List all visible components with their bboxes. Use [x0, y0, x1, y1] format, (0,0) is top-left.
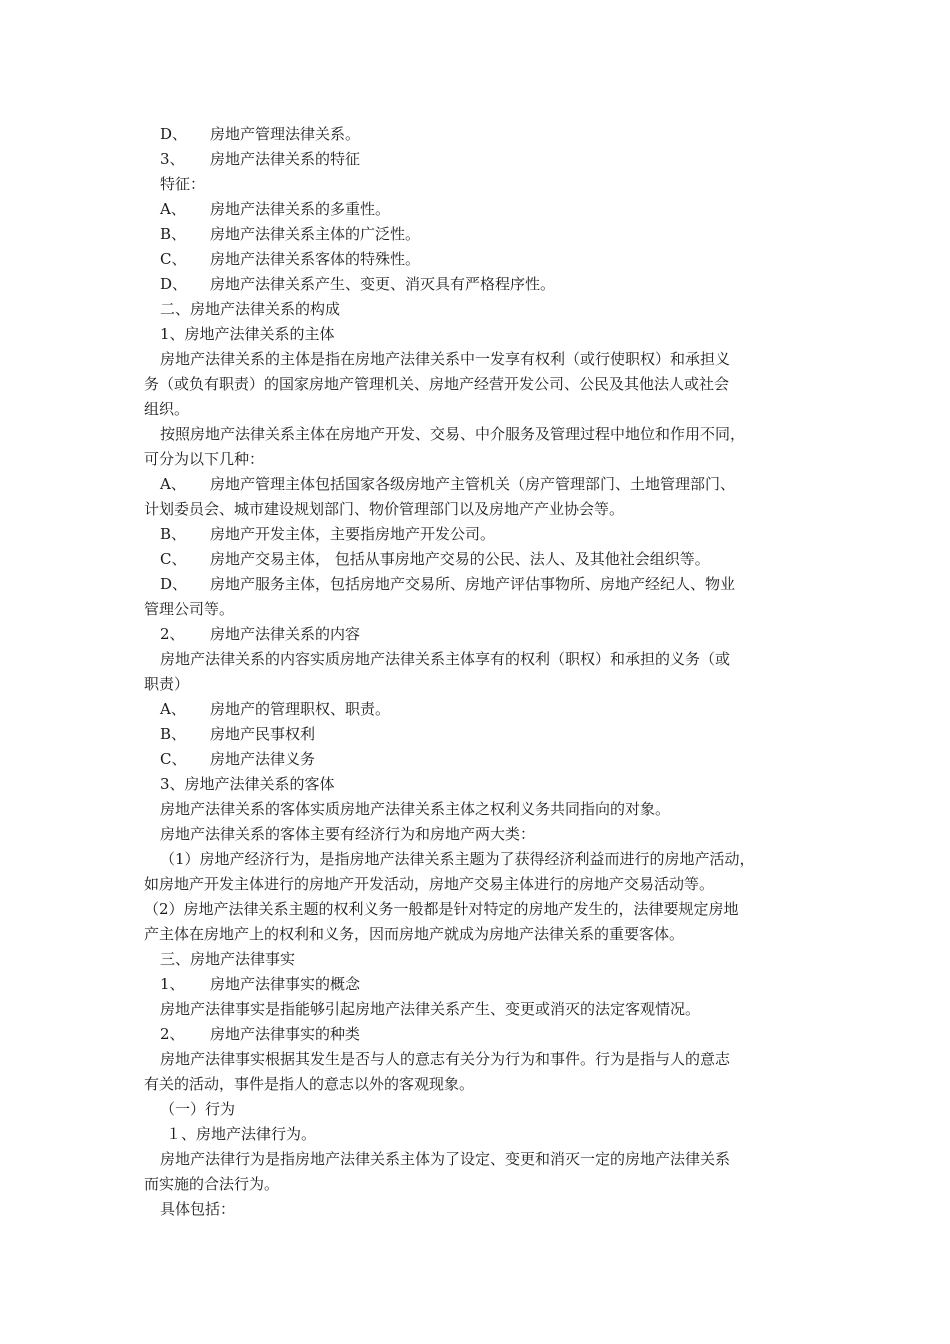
line-text: 房地产交易主体， 包括从事房地产交易的公民、法人、及其他社会组织等。 [210, 550, 710, 568]
text-line [144, 697, 814, 722]
text-line [144, 422, 814, 447]
line-text: 房地产服务主体，包括房地产交易所、房地产评估事物所、房地产经纪人、物业 [210, 575, 736, 593]
list-marker: D、 [160, 275, 188, 293]
list-marker: B、 [160, 225, 187, 243]
list-marker: 3、 [160, 150, 185, 168]
text-line [144, 247, 814, 272]
subsection-heading [144, 1022, 814, 1047]
subsection-heading [144, 622, 814, 647]
line-text: 务（或负有职责）的国家房地产管理机关、房地产经营开发公司、公民及其他法人或社会 [144, 375, 730, 393]
list-marker: 1、 [160, 975, 185, 993]
list-marker: C、 [160, 750, 187, 768]
section-heading [144, 297, 814, 322]
line-text: 而实施的合法行为。 [144, 1175, 280, 1193]
line-text: 房地产法律关系产生、变更、消灭具有严格程序性。 [210, 275, 556, 293]
line-text: 房地产法律事实的概念 [210, 975, 361, 993]
text-line [144, 147, 814, 172]
line-text: 具体包括： [160, 1200, 236, 1218]
text-line [144, 1047, 814, 1072]
line-text: 房地产民事权利 [210, 725, 316, 743]
line-text: （2）房地产法律关系主题的权利义务一般都是针对特定的房地产发生的，法律要规定房地 [144, 900, 739, 918]
line-text: 房地产法律义务 [210, 750, 316, 768]
line-text: 有关的活动，事件是指人的意志以外的客观现象。 [144, 1075, 475, 1093]
subsection-heading [144, 972, 814, 997]
list-marker: A、 [160, 200, 186, 218]
line-text: 房地产的管理职权、职责。 [210, 700, 391, 718]
text-line [144, 272, 814, 297]
text-line [144, 122, 814, 147]
list-marker: D、 [160, 125, 188, 143]
list-marker: A、 [160, 700, 186, 718]
subsection-heading [144, 1122, 814, 1147]
text-line [144, 797, 814, 822]
list-marker: B、 [160, 525, 187, 543]
subsection-heading [144, 1097, 814, 1122]
section-heading [144, 947, 814, 972]
text-line [144, 447, 814, 472]
line-text: １、房地产法律行为。 [166, 1125, 317, 1143]
line-text: 职责） [144, 675, 190, 693]
text-line [144, 397, 814, 422]
text-line [144, 722, 814, 747]
text-line [144, 1172, 814, 1197]
text-line [144, 747, 814, 772]
text-line [144, 847, 814, 872]
text-line [144, 572, 814, 597]
line-text: 三、房地产法律事实 [160, 950, 296, 968]
line-text: 房地产法律关系客体的特殊性。 [210, 250, 421, 268]
list-marker: C、 [160, 550, 187, 568]
list-marker: A、 [160, 475, 186, 493]
text-line [144, 997, 814, 1022]
line-text: 房地产管理法律关系。 [210, 125, 361, 143]
list-marker: C、 [160, 250, 187, 268]
text-line [144, 597, 814, 622]
line-text: 房地产法律行为是指房地产法律关系主体为了设定、变更和消灭一定的房地产法律关系 [160, 1150, 731, 1168]
line-text: 房地产法律关系的内容 [210, 625, 361, 643]
line-text: 房地产法律关系的客体主要有经济行为和房地产两大类： [160, 825, 536, 843]
list-marker: 2、 [160, 1025, 185, 1043]
list-marker: B、 [160, 725, 187, 743]
subsection-heading [144, 322, 814, 347]
line-text: 房地产法律关系的内容实质房地产法律关系主体享有的权利（职权）和承担的义务（或 [160, 650, 731, 668]
text-line [144, 472, 814, 497]
text-line [144, 372, 814, 397]
line-text: 二、房地产法律关系的构成 [160, 300, 341, 318]
line-text: 房地产法律关系的多重性。 [210, 200, 391, 218]
line-text: 特征： [160, 175, 206, 193]
line-text: 产主体在房地产上的权利和义务，因而房地产就成为房地产法律关系的重要客体。 [144, 925, 685, 943]
text-line [144, 822, 814, 847]
subsection-heading [144, 772, 814, 797]
text-line [144, 197, 814, 222]
line-text: 房地产管理主体包括国家各级房地产主管机关（房产管理部门、土地管理部门、 [210, 475, 736, 493]
list-marker: D、 [160, 575, 188, 593]
line-text: （一）行为 [160, 1100, 236, 1118]
text-line [144, 347, 814, 372]
document-body [144, 122, 814, 1222]
line-text: 房地产法律事实根据其发生是否与人的意志有关分为行为和事件。行为是指与人的意志 [160, 1050, 731, 1068]
line-text: 3、房地产法律关系的客体 [160, 775, 335, 793]
line-text: 房地产法律关系的客体实质房地产法律关系主体之权利义务共同指向的对象。 [160, 800, 671, 818]
line-text: 房地产法律事实的种类 [210, 1025, 361, 1043]
text-line [144, 872, 814, 897]
text-line [144, 897, 814, 922]
text-line [144, 547, 814, 572]
text-line [144, 1072, 814, 1097]
text-line [144, 672, 814, 697]
text-line [144, 1147, 814, 1172]
line-text: 1、房地产法律关系的主体 [160, 325, 335, 343]
line-text: 管理公司等。 [144, 600, 235, 618]
line-text: 房地产法律关系主体的广泛性。 [210, 225, 421, 243]
line-text: 房地产法律关系的主体是指在房地产法律关系中一发享有权利（或行使职权）和承担义 [160, 350, 731, 368]
text-line [144, 647, 814, 672]
line-text: 房地产法律事实是指能够引起房地产法律关系产生、变更或消灭的法定客观情况。 [160, 1000, 701, 1018]
text-line [144, 522, 814, 547]
line-text: 可分为以下几种： [144, 450, 265, 468]
text-line [144, 497, 814, 522]
line-text: （1）房地产经济行为，是指房地产法律关系主题为了获得经济利益而进行的房地产活动， [160, 850, 755, 868]
line-text: 如房地产开发主体进行的房地产开发活动，房地产交易主体进行的房地产交易活动等。 [144, 875, 715, 893]
line-text: 组织。 [144, 400, 190, 418]
line-text: 计划委员会、城市建设规划部门、物价管理部门以及房地产产业协会等。 [144, 500, 625, 518]
text-line [144, 172, 814, 197]
line-text: 房地产法律关系的特征 [210, 150, 361, 168]
text-line [144, 1197, 814, 1222]
line-text: 按照房地产法律关系主体在房地产开发、交易、中介服务及管理过程中地位和作用不同， [160, 425, 746, 443]
line-text: 房地产开发主体，主要指房地产开发公司。 [210, 525, 496, 543]
text-line [144, 922, 814, 947]
text-line [144, 222, 814, 247]
list-marker: 2、 [160, 625, 185, 643]
